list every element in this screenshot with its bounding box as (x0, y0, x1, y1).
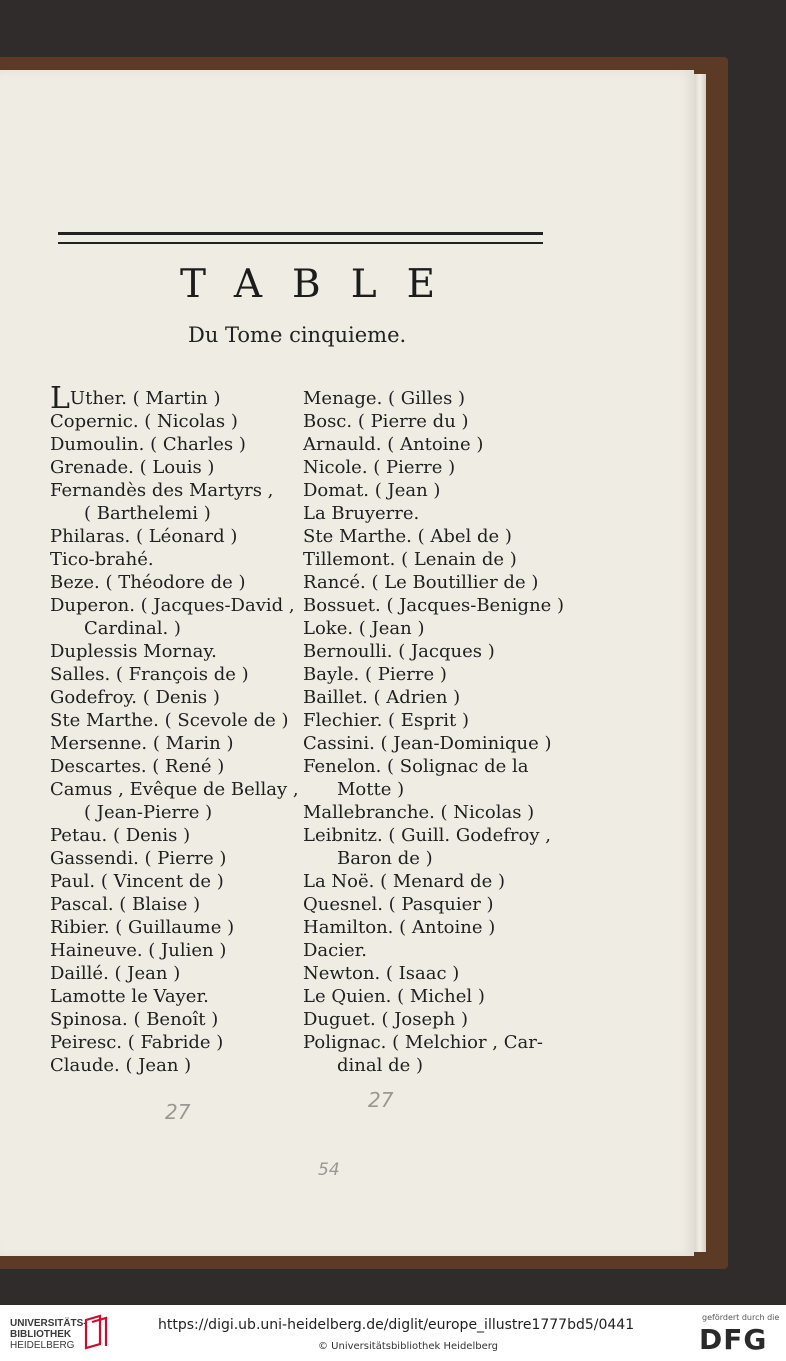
entry-text: Flechier. ( Esprit ) (303, 710, 470, 731)
table-entry (50, 663, 300, 686)
library-logo-icon (82, 1314, 110, 1350)
entry-text: Baillet. ( Adrien ) (303, 687, 461, 708)
entry-text: Cassini. ( Jean-Dominique ) (303, 733, 552, 754)
entry-text: Duperon. ( Jacques-David , (50, 595, 295, 616)
copyright-notice: © Universitätsbibliothek Heidelberg (318, 1341, 499, 1352)
table-entry (50, 381, 300, 416)
left-column (50, 381, 300, 1077)
entry-text: Haineuve. ( Julien ) (50, 940, 227, 961)
entry-text: Loke. ( Jean ) (303, 618, 425, 639)
entry-text: Polignac. ( Melchior , Car- (303, 1032, 543, 1053)
table-entry (303, 640, 551, 663)
table-entry (50, 502, 300, 525)
entry-text: Fernandès des Martyrs , (50, 480, 274, 501)
entry-text: Bosc. ( Pierre du ) (303, 411, 469, 432)
entry-text: Lamotte le Vayer. (50, 986, 209, 1007)
table-entry (303, 870, 551, 893)
entry-text: Mersenne. ( Marin ) (50, 733, 234, 754)
entry-text: Philaras. ( Léonard ) (50, 526, 238, 547)
entry-text: Daillé. ( Jean ) (50, 963, 181, 984)
entry-text: Claude. ( Jean ) (50, 1055, 192, 1076)
entry-text: Bossuet. ( Jacques-Benigne ) (303, 595, 565, 616)
entry-text: Nicole. ( Pierre ) (303, 457, 456, 478)
table-entry (50, 594, 300, 617)
table-entry (303, 387, 551, 410)
table-entry (50, 479, 300, 502)
table-entry (303, 916, 551, 939)
entry-text: Copernic. ( Nicolas ) (50, 411, 238, 432)
table-entry (50, 916, 300, 939)
book-page (0, 70, 694, 1256)
entry-text: La Bruyerre. (303, 503, 420, 524)
entry-text: dinal de ) (337, 1055, 424, 1076)
entry-text: Dumoulin. ( Charles ) (50, 434, 246, 455)
table-entry (50, 870, 300, 893)
table-entry (50, 410, 300, 433)
entry-text: La Noë. ( Menard de ) (303, 871, 506, 892)
page-title: TABLE (180, 262, 466, 307)
entry-text: Ribier. ( Guillaume ) (50, 917, 235, 938)
entry-text: Spinosa. ( Benoît ) (50, 1009, 219, 1030)
entry-text: Arnauld. ( Antoine ) (303, 434, 484, 455)
entry-text: Peiresc. ( Fabride ) (50, 1032, 224, 1053)
entry-text: Menage. ( Gilles ) (303, 388, 466, 409)
entry-text: Salles. ( François de ) (50, 664, 249, 685)
header-rule-top (58, 232, 543, 235)
library-name-line: HEIDELBERG (10, 1340, 75, 1351)
entry-text: Dacier. (303, 940, 368, 961)
entry-text: Bernoulli. ( Jacques ) (303, 641, 495, 662)
page-subtitle: Du Tome cinquieme. (188, 323, 407, 347)
entry-text: Hamilton. ( Antoine ) (303, 917, 496, 938)
pencil-mark: 27 (165, 1100, 191, 1124)
table-entry (303, 571, 551, 594)
table-entry (50, 640, 300, 663)
table-entry (50, 893, 300, 916)
table-entry (303, 410, 551, 433)
drop-cap: L (50, 381, 70, 416)
table-entry (50, 686, 300, 709)
table-entry (303, 456, 551, 479)
library-logo-text (10, 1318, 90, 1351)
entry-text: Camus , Evêque de Bellay , (50, 779, 299, 800)
page-edge (694, 74, 706, 1252)
entry-text: ( Barthelemi ) (84, 503, 211, 524)
entry-text: Le Quien. ( Michel ) (303, 986, 485, 1007)
table-entry (303, 479, 551, 502)
entry-text: Mallebranche. ( Nicolas ) (303, 802, 535, 823)
entry-text: Grenade. ( Louis ) (50, 457, 215, 478)
sponsor-label: gefördert durch die (702, 1313, 780, 1322)
entry-text: Duguet. ( Joseph ) (303, 1009, 469, 1030)
entry-text: Newton. ( Isaac ) (303, 963, 460, 984)
entry-text: Tico-brahé. (50, 549, 154, 570)
entry-text: ( Jean-Pierre ) (84, 802, 213, 823)
table-entry (303, 778, 551, 801)
entry-text: Tillemont. ( Lenain de ) (303, 549, 517, 570)
table-entry (303, 1054, 551, 1077)
library-name-line: BIBLIOTHEK (10, 1329, 72, 1340)
table-entry (303, 548, 551, 571)
table-entry (303, 801, 551, 824)
entry-text: Petau. ( Denis ) (50, 825, 191, 846)
entry-text: Fenelon. ( Solignac de la (303, 756, 529, 777)
table-entry (50, 732, 300, 755)
table-entry (303, 939, 551, 962)
entry-text: Domat. ( Jean ) (303, 480, 441, 501)
table-entry (303, 893, 551, 916)
table-entry (303, 617, 551, 640)
table-entry (50, 985, 300, 1008)
table-entry (50, 525, 300, 548)
table-entry (303, 1008, 551, 1031)
entry-text: Leibnitz. ( Guill. Godefroy , (303, 825, 551, 846)
entry-text: Cardinal. ) (84, 618, 181, 639)
table-entry (50, 1008, 300, 1031)
entry-text: Quesnel. ( Pasquier ) (303, 894, 494, 915)
table-entry (303, 525, 551, 548)
entry-text: Rancé. ( Le Boutillier de ) (303, 572, 539, 593)
table-entry (50, 1031, 300, 1054)
table-entry (50, 456, 300, 479)
entry-text: Ste Marthe. ( Scevole de ) (50, 710, 289, 731)
entry-text: Duplessis Mornay. (50, 641, 217, 662)
table-entry (50, 617, 300, 640)
table-entry (303, 663, 551, 686)
entry-text: Baron de ) (337, 848, 433, 869)
header-rule-bottom (58, 242, 543, 244)
pencil-mark: 27 (368, 1088, 394, 1112)
footer-bar (0, 1305, 786, 1361)
entry-text: Beze. ( Théodore de ) (50, 572, 246, 593)
table-entry (303, 686, 551, 709)
table-entry (303, 1031, 551, 1054)
entry-text: Uther. ( Martin ) (69, 388, 221, 409)
table-entry (50, 847, 300, 870)
table-entry (303, 732, 551, 755)
table-entry (303, 824, 551, 847)
table-entry (50, 548, 300, 571)
entry-text: Motte ) (337, 779, 405, 800)
page-url-link[interactable]: https://digi.ub.uni-heidelberg.de/diglit/europe_illustre1777bd5/0441 (158, 1317, 635, 1333)
table-entry (303, 709, 551, 732)
table-entry (303, 962, 551, 985)
table-entry (50, 939, 300, 962)
entry-text: Pascal. ( Blaise ) (50, 894, 201, 915)
table-entry (50, 571, 300, 594)
table-entry (50, 801, 300, 824)
table-entry (50, 962, 300, 985)
entry-text: Godefroy. ( Denis ) (50, 687, 220, 708)
entry-text: Descartes. ( René ) (50, 756, 225, 777)
library-name-line: UNIVERSITÄTS- (10, 1318, 87, 1329)
entry-text: Gassendi. ( Pierre ) (50, 848, 227, 869)
table-entry (303, 502, 551, 525)
table-entry (50, 824, 300, 847)
entry-text: Ste Marthe. ( Abel de ) (303, 526, 512, 547)
right-column (303, 387, 565, 1077)
table-entry (303, 847, 551, 870)
table-entry (50, 755, 300, 778)
table-entry (303, 755, 551, 778)
table-entry (50, 433, 300, 456)
table-entry (50, 709, 300, 732)
table-entry (303, 433, 551, 456)
entry-text: Bayle. ( Pierre ) (303, 664, 447, 685)
pencil-mark: 54 (318, 1160, 340, 1180)
dfg-logo: DFG (699, 1323, 768, 1356)
table-entry (50, 778, 300, 801)
table-entry (50, 1054, 300, 1077)
table-entry (303, 594, 565, 617)
table-entry (303, 985, 551, 1008)
entry-text: Paul. ( Vincent de ) (50, 871, 224, 892)
